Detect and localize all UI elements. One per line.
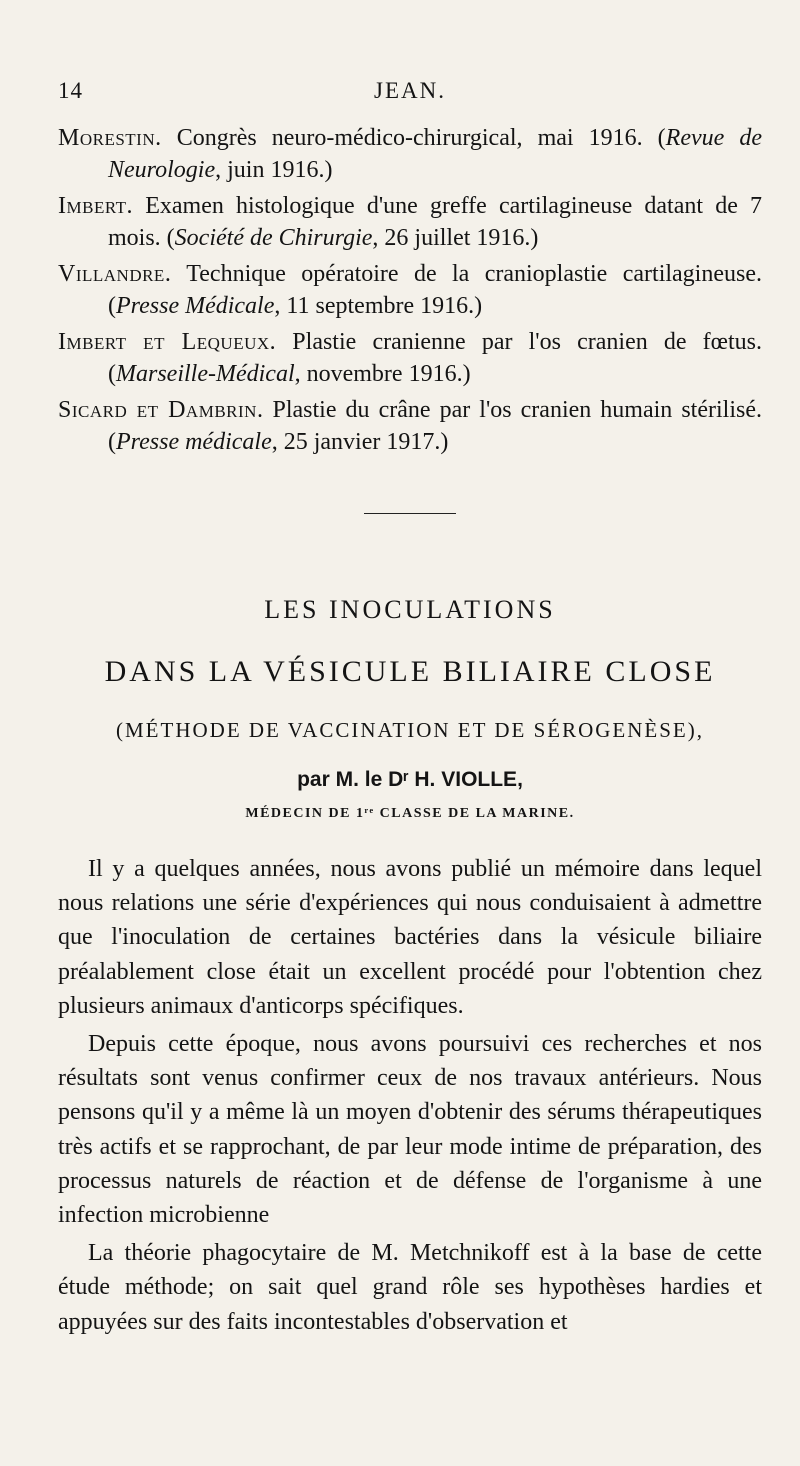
- body-paragraph: Il y a quelques années, nous avons publié un mémoire dans lequel nous relations une série d'expériences qui nous conduisaient à admettre que l'inoculation de certaines bactéries dans la vésicule biliaire préalablement close était un excellent procédé pour l'obtention chez plusieurs animaux d'anticorps spécifiques.: [58, 856, 762, 1019]
- running-head: [58, 78, 762, 114]
- reference-entry: [58, 394, 762, 458]
- reference-text: Technique opératoire de la cranioplastie cartilagineuse. (: [108, 261, 762, 319]
- page-number: 14: [58, 78, 83, 103]
- reference-source: Revue de Neurologie: [108, 125, 762, 183]
- body-paragraph: Depuis cette époque, nous avons poursuivi ces recherches et nos résultats sont venus confirmer ceux de nos travaux antérieurs. Nous pensons qu'il y a même là un moyen d'obtenir des sérums thérapeutiques très actifs et se rapprochant, de par leur mode intime de préparation, des processus naturels de réaction et de défense de l'organisme à une infection microbienne: [58, 1031, 762, 1229]
- article-title-line-1: LES INOCULATIONS: [264, 595, 556, 624]
- author-byline: par M. le Dʳ H. VIOLLE,: [297, 768, 523, 791]
- section-separator: [364, 513, 456, 514]
- reference-author: Villandre.: [58, 261, 172, 287]
- reference-author: Morestin.: [58, 125, 162, 151]
- reference-text: Congrès neuro-médico-chirurgical, mai 1916. (: [176, 125, 666, 151]
- reference-entry: [58, 258, 762, 322]
- reference-text: Examen histologique d'une greffe cartilagineuse datant de 7 mois. (: [108, 193, 763, 251]
- reference-text: Plastie cranienne par l'os cranien de fœtus. (: [108, 329, 763, 387]
- reference-author: Imbert et Lequeux.: [58, 329, 277, 355]
- reference-entry: [58, 326, 762, 390]
- reference-source: Société de Chirurgie: [174, 225, 373, 251]
- body-paragraph: La théorie phagocytaire de M. Metchnikoff est à la base de cette étude méthode; on sait quel grand rôle ses hypothèses hardies et appuyées sur des faits incontestables d'observation et: [58, 1240, 762, 1335]
- bibliography-list: [58, 122, 762, 458]
- reference-end: , 25 janvier 1917.): [271, 429, 449, 455]
- reference-text: Plastie du crâne par l'os cranien humain stérilisé. (: [108, 397, 762, 455]
- reference-entry: [58, 122, 762, 186]
- reference-source: Presse Médicale: [116, 293, 275, 319]
- reference-entry: [58, 190, 762, 254]
- author-affiliation: MÉDECIN DE 1ʳᵉ CLASSE DE LA MARINE.: [245, 806, 575, 821]
- reference-end: , novembre 1916.): [294, 361, 471, 387]
- reference-author: Sicard et Dambrin.: [58, 397, 264, 423]
- reference-author: Imbert.: [58, 193, 134, 219]
- article-title-line-2: DANS LA VÉSICULE BILIAIRE CLOSE: [104, 655, 716, 688]
- reference-end: , 11 septembre 1916.): [274, 293, 483, 319]
- reference-source: Presse médicale: [116, 429, 272, 455]
- reference-end: , juin 1916.): [215, 157, 333, 183]
- article-subtitle: (MÉTHODE DE VACCINATION ET DE SÉROGENÈSE),: [116, 718, 704, 742]
- article-body: [58, 852, 762, 1339]
- reference-source: Marseille-Médical: [116, 361, 295, 387]
- reference-end: , 26 juillet 1916.): [372, 225, 539, 251]
- running-title: JEAN.: [374, 78, 446, 103]
